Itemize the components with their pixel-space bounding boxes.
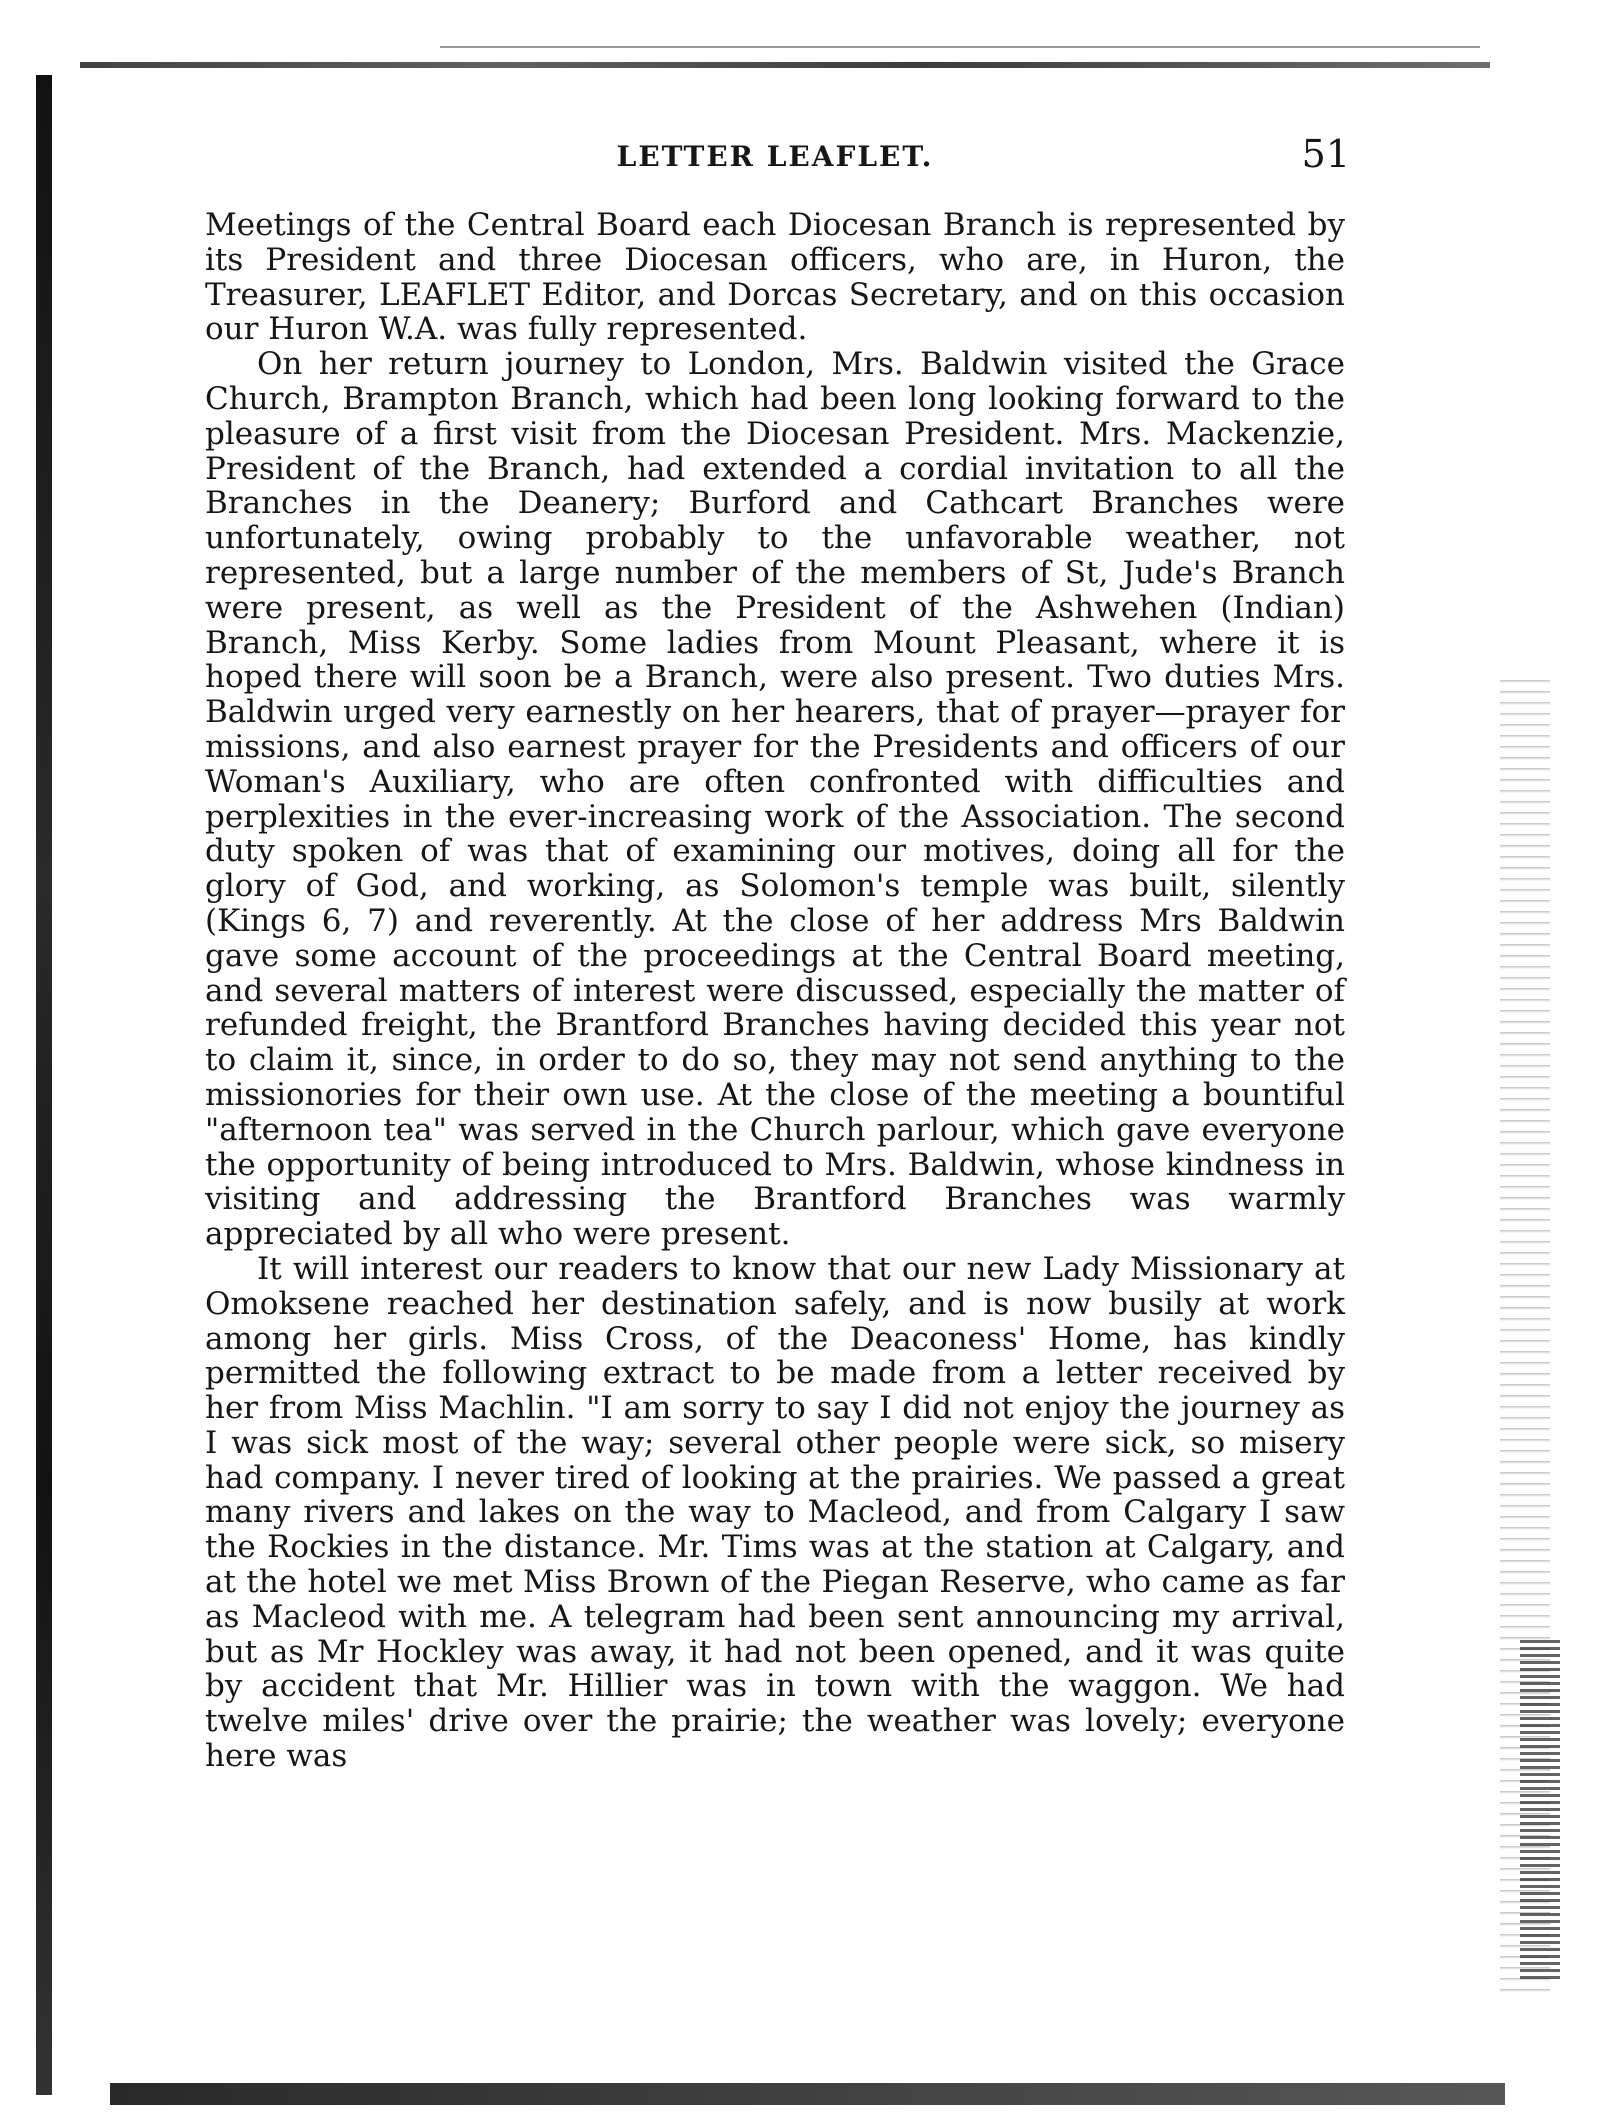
right-margin-noise-dense bbox=[1520, 1640, 1560, 1980]
page-number: 51 bbox=[1301, 132, 1350, 176]
paragraph-baldwin-visit: On her return journey to London, Mrs. Baldwin visited the Grace Church, Brampton Branch, which had been long looking forward to the pleasure of a first visit from the Diocesan President. Mrs. Mackenzie, President of the Branch, had extended a cordial invitation to all the Branches in the Deanery; Burford and Cathcart Branches were unfortunately, owing probably to the unfavorable weather, not represented, but a large number of the members of St, Jude's Branch were present, as well as the President of the Ashwehen (Indian) Branch, Miss Kerby. Some ladies from Mount Pleasant, where it is hoped there will soon be a Branch, were also present. Two duties Mrs. Baldwin urged very earnestly on her hearers, that of prayer—prayer for missions, and also earnest prayer for the Presidents and officers of our Woman's Auxiliary, who are often confronted with difficulties and perplexities in the ever-increasing work of the Association. The second duty spoken of was that of examining our motives, doing all for the glory of God, and working, as Solomon's temple was built, silently (Kings 6, 7) and reverently. At the close of her address Mrs Baldwin gave some account of the proceedings at the Central Board meeting, and several matters of interest were discussed, especially the matter of refunded freight, the Brantford Branches having decided this year not to claim it, since, in order to do so, they may not send anything to the missionories for their own use. At the close of the meeting a bountiful "afternoon tea" was served in the Church parlour, which gave everyone the opportunity of being introduced to Mrs. Baldwin, whose kindness in visiting and addressing the Brantford Branches was warmly appreciated by all who were present. bbox=[205, 346, 1345, 1253]
page-header bbox=[200, 132, 1350, 190]
top-scan-line bbox=[440, 46, 1480, 48]
top-border-rule bbox=[80, 62, 1490, 68]
running-title: LETTER LEAFLET. bbox=[616, 140, 934, 173]
paragraph-continued: Meetings of the Central Board each Diocesan Branch is represented by its President and three Diocesan officers, who are, in Huron, the Treasurer, LEAFLET Editor, and Dorcas Secretary, and on this occasion our Huron W.A. was fully represented. bbox=[205, 207, 1345, 348]
paragraph-missionary-letter: It will interest our readers to know that our new Lady Missionary at Omoksene reached her destination safely, and is now busily at work among her girls. Miss Cross, of the Deaconess' Home, has kindly permitted the following extract to be made from a letter received by her from Miss Machlin. "I am sorry to say I did not enjoy the journey as I was sick most of the way; several other people were sick, so misery had company. I never tired of looking at the prairies. We passed a great many rivers and lakes on the way to Macleod, and from Calgary I saw the Rockies in the distance. Mr. Tims was at the station at Calgary, and at the hotel we met Miss Brown of the Piegan Reserve, who came as far as Macleod with me. A telegram had been sent announcing my arrival, but as Mr Hockley was away, it had not been opened, and it was quite by accident that Mr. Hillier was in town with the waggon. We had twelve miles' drive over the prairie; the weather was lovely; everyone here was bbox=[205, 1250, 1345, 1775]
body-text bbox=[205, 208, 1345, 1774]
left-page-edge bbox=[36, 75, 52, 2095]
bottom-border-rule bbox=[110, 2083, 1505, 2105]
